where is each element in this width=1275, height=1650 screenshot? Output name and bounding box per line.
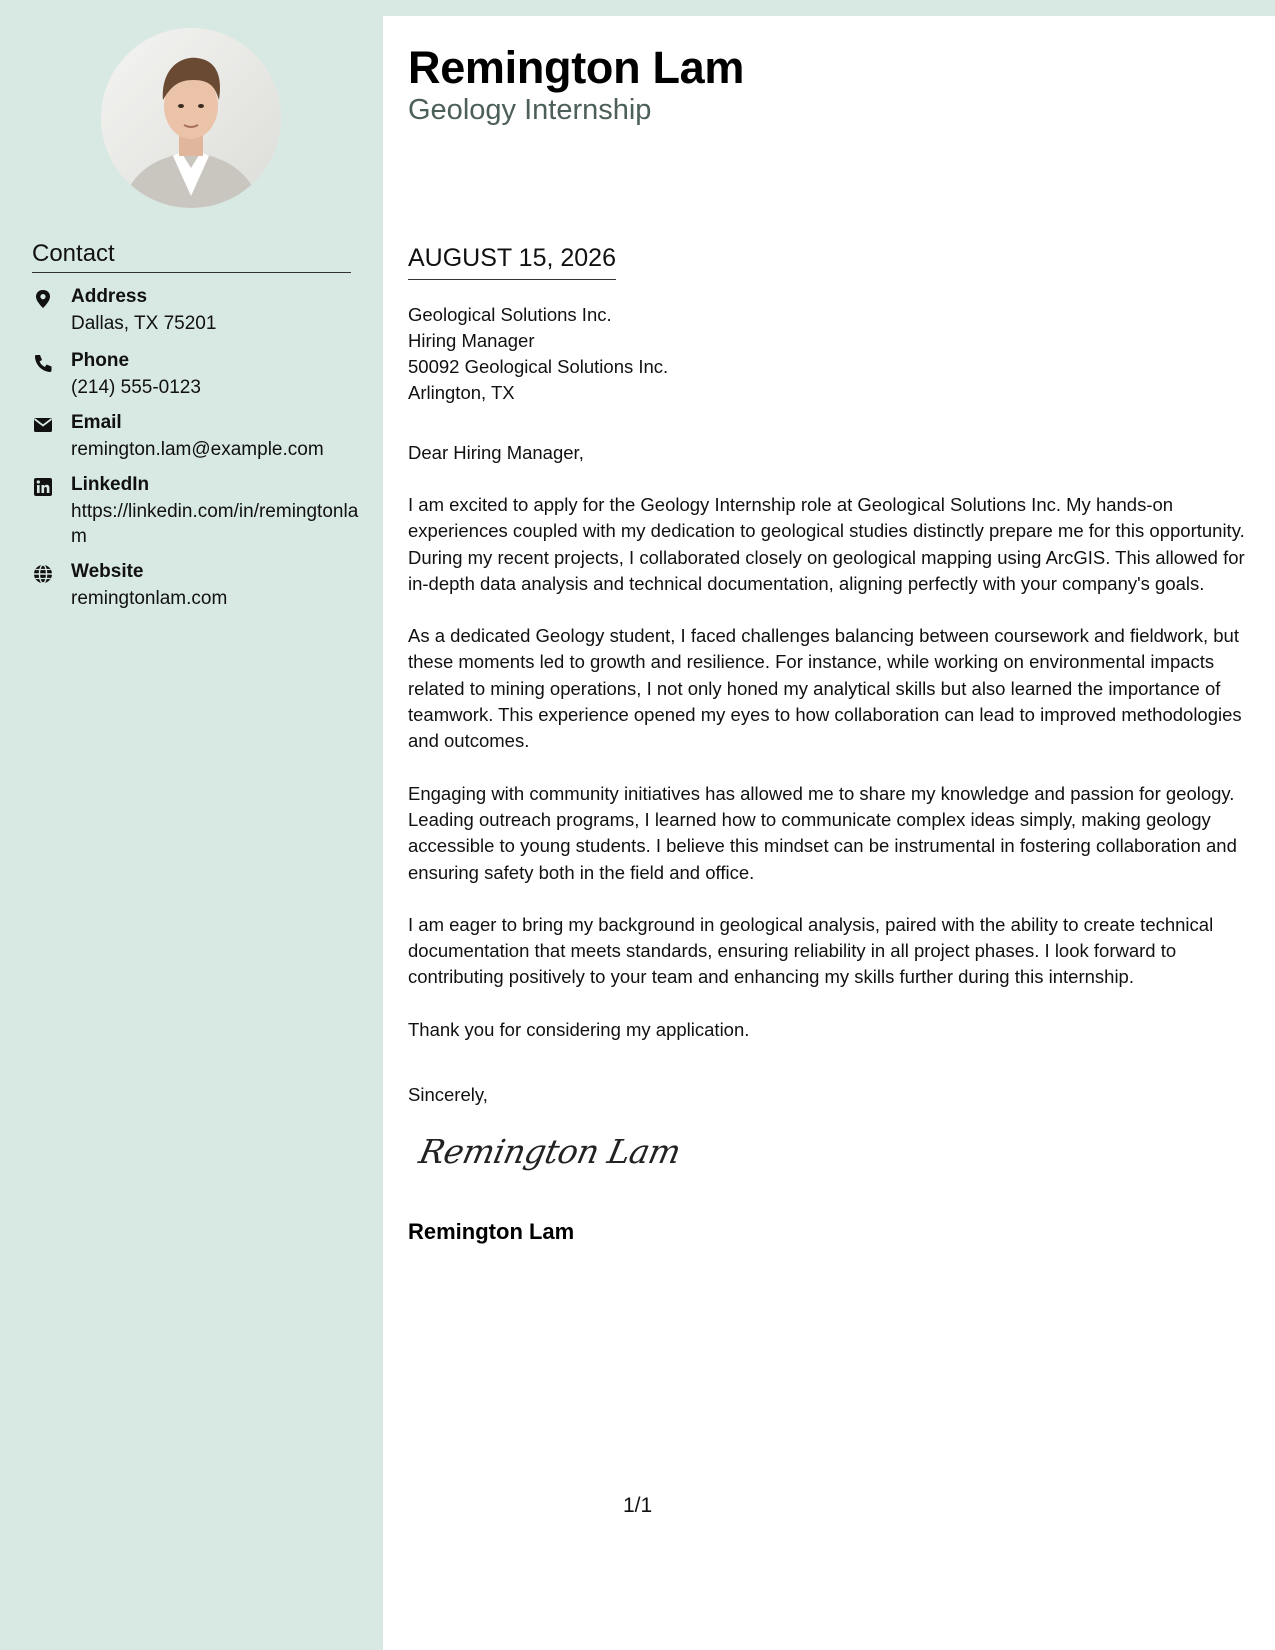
letter-date: AUGUST 15, 2026 <box>408 244 616 280</box>
body-paragraph: I am eager to bring my background in geological analysis, paired with the ability to create technical documentation that meets standards, ensuring reliability in all project phases. I look forward to contributing positively to your team and enhancing my skills further during this internship. <box>408 913 1214 988</box>
letter-body <box>408 492 1248 1069</box>
recipient-role: Hiring Manager <box>408 330 535 351</box>
envelope-icon <box>32 414 54 436</box>
contact-label: Phone <box>71 350 130 371</box>
contact-label: LinkedIn <box>71 474 150 495</box>
body-paragraph: As a dedicated Geology student, I faced challenges balancing between coursework and fieldwork, but these moments led to growth and resilience. For instance, while working on environmental impacts related to mining operations, I not only honed my analytical skills but also learned the importance of teamwork. This experience opened my eyes to how collaboration can lead to improved methodologies and outcomes. <box>408 625 1242 752</box>
recipient-city: Arlington, TX <box>408 382 515 403</box>
body-paragraph: Engaging with community initiatives has allowed me to share my knowledge and passion for geology. Leading outreach programs, I learned how to communicate complex ideas simply, making geology accessible to young students. I believe this mindset can be instrumental in fostering collaboration and ensuring safety both in the field and office. <box>408 782 1237 883</box>
recipient-address: 50092 Geological Solutions Inc. <box>408 356 669 377</box>
page-number: 1/1 <box>623 1494 653 1517</box>
globe-icon <box>32 563 54 585</box>
recipient-company: Geological Solutions Inc. <box>408 304 612 325</box>
recipient-block <box>408 302 668 406</box>
profile-photo <box>101 28 281 208</box>
handwritten-signature: Remington Lam <box>415 1132 685 1171</box>
salutation: Dear Hiring Manager, <box>408 442 584 463</box>
body-paragraph: I am excited to apply for the Geology Internship role at Geological Solutions Inc. My hands-on experiences coupled with my dedication to geological studies distinctly prepare me for this opportunity. During my recent projects, I collaborated closely on geological mapping using ArcGIS. This allowed for in-depth data analysis and technical documentation, aligning perfectly with your company's goals. <box>408 494 1245 594</box>
contact-label: Email <box>71 412 122 433</box>
contact-value: remington.lam@example.com <box>71 439 324 460</box>
contact-label: Address <box>71 286 148 307</box>
sidebar <box>0 0 383 1650</box>
applicant-name: Remington Lam <box>408 42 745 93</box>
job-title: Geology Internship <box>408 94 652 126</box>
letter-main <box>383 16 1275 1650</box>
closing: Sincerely, <box>408 1084 488 1105</box>
body-paragraph: Thank you for considering my application. <box>408 1018 750 1040</box>
contact-value: remingtonlam.com <box>71 588 228 609</box>
phone-icon <box>32 352 54 374</box>
contact-value: (214) 555-0123 <box>71 377 201 398</box>
contact-value: https://linkedin.com/in/remingtonlam <box>71 501 359 547</box>
contact-value: Dallas, TX 75201 <box>71 313 217 334</box>
contact-label: Website <box>71 561 144 582</box>
signer-name: Remington Lam <box>408 1219 575 1244</box>
map-pin-icon <box>32 288 54 310</box>
contact-heading: Contact <box>32 240 351 273</box>
linkedin-icon <box>32 476 54 498</box>
